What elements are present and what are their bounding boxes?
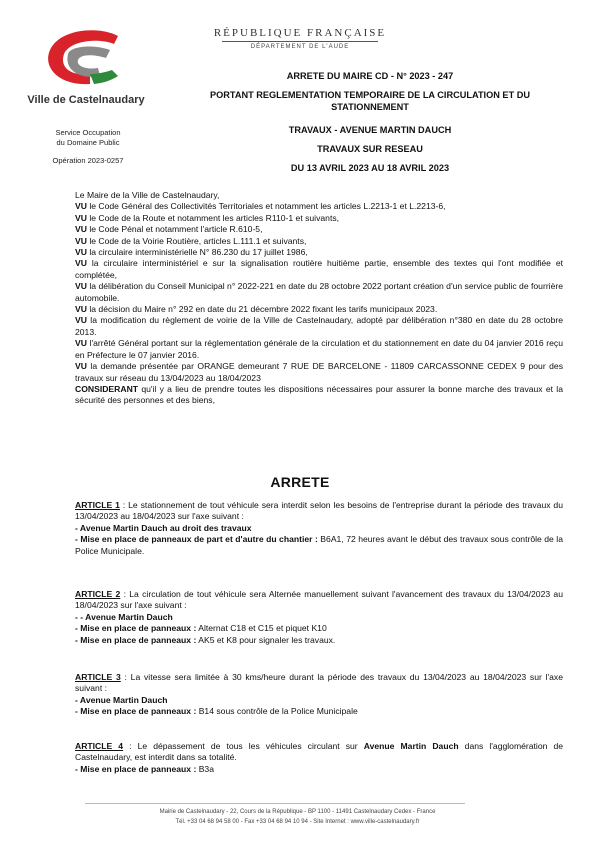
vu-item: VU la décision du Maire n° 292 en date du 21 décembre 2022 fixant les tarifs municipaux 2023. <box>75 304 438 315</box>
works-period: DU 13 AVRIL 2023 AU 18 AVRIL 2023 <box>290 163 450 173</box>
vu-item: VU la circulaire interministériel e sur la signalisation routière huitième partie, ensemble des textes qui l'ont modifiée et complétée, <box>75 258 563 280</box>
department-heading: DÉPARTEMENT DE L'AUDE <box>250 44 350 50</box>
article-4-text-end: dans l'agglomération de Castelnaudary, est interdit dans sa totalité. <box>75 741 563 763</box>
vu-item: VU la modification du règlement de voirie de la Ville de Castelnaudary, adopté par délibération n°380 en date du 28 octobre 2013. <box>75 315 563 337</box>
republic-heading: RÉPUBLIQUE FRANÇAISE <box>213 27 387 39</box>
vu-item: VU le Code de la Voirie Routière, articles L.111.1 et suivants, <box>75 235 307 246</box>
article-1-street: - Avenue Martin Dauch au droit des travaux <box>75 522 252 533</box>
article-2-signs: Alternat C18 et C15 et piquet K10 <box>196 623 327 634</box>
vu-item: VU la délibération du Conseil Municipal n° 2022-221 en date du 28 octobre 2022 portant création d'un service public de fourrière automobile. <box>75 281 564 303</box>
article-3-street: - Avenue Martin Dauch <box>75 694 168 705</box>
article-2-label: ARTICLE 2 <box>75 589 121 599</box>
city-name: Ville de Castelnaudary <box>27 94 145 106</box>
article-3-text: : La vitesse sera limitée à 30 kms/heure durant la période des travaux du 13/04/2023 au 18/04/2023 sur l'axe suivant : <box>75 672 564 694</box>
decree-subject: PORTANT REGLEMENTATION TEMPORAIRE DE LA CIRCULATION ET DU STATIONNEMENT <box>209 90 530 112</box>
decree-number: ARRETE DU MAIRE CD - N° 2023 - 247 <box>286 71 454 81</box>
article-4-signs: B3a <box>196 763 214 774</box>
article-1-label: ARTICLE 1 <box>75 500 120 510</box>
preamble <box>75 190 563 407</box>
article-1-text: : Le stationnement de tout véhicule sera interdit selon les besoins de l'entreprise durant la période des travaux du 13/04/2023 au 18/04/2023 sur l'axe suivant : <box>75 500 563 522</box>
article-2-signs-label: - Mise en place de panneaux : <box>75 623 197 634</box>
service-line-1: Service Occupation <box>55 128 121 137</box>
article-2 <box>75 589 563 646</box>
mayor-intro: Le Maire de la Ville de Castelnaudary, <box>75 190 220 200</box>
article-2-signs-label-2: - Mise en place de panneaux : <box>75 634 197 645</box>
vu-item: VU la circulaire interministérielle N° 86.230 du 17 juillet 1986, <box>75 247 308 258</box>
vu-item: VU l'arrêté Général portant sur la réglementation générale de la circulation et du stationnement en date du 04 janvier 2016 reçu en Préfecture le 07 janvier 2016. <box>75 338 563 360</box>
article-4 <box>75 741 563 775</box>
service-line-2: du Domaine Public <box>56 138 120 147</box>
article-1-signs-label: - Mise en place de panneaux de part et d'autre du chantier : <box>75 534 318 545</box>
article-4-label: ARTICLE 4 <box>75 741 124 751</box>
service-label <box>28 128 148 148</box>
article-3 <box>75 672 563 718</box>
castelnaudary-logo <box>40 28 140 94</box>
article-4-signs-label: - Mise en place de panneaux : <box>75 763 197 774</box>
vu-item: VU la demande présentée par ORANGE demeurant 7 RUE DE BARCELONE - 11809 CARCASSONNE CEDEX 9 pour des travaux sur réseau du 13/04/2023 au 18/04/2023 <box>75 361 564 383</box>
footer-contact: Tél. +33 04 68 94 58 00 - Fax +33 04 68 94 10 94 - Site Internet : www.ville-castelnaudary.fr <box>175 819 420 825</box>
footer-divider <box>85 803 465 804</box>
article-3-label: ARTICLE 3 <box>75 672 121 682</box>
article-4-street: Avenue Martin Dauch <box>363 741 459 751</box>
header-divider <box>222 41 378 42</box>
article-3-signs: B14 sous contrôle de la Police Municipale <box>196 706 358 717</box>
considerant: CONSIDERANT qu'il y a lieu de prendre toutes les dispositions nécessaires pour assurer la bonne marche des travaux et la sécurité des personnes et des biens, <box>75 383 563 406</box>
article-2-text: : La circulation de tout véhicule sera Alternée manuellement suivant l'avancement des travaux du 13/04/2023 au 18/04/2023 sur l'axe suivant : <box>75 589 563 611</box>
works-location: TRAVAUX - AVENUE MARTIN DAUCH <box>288 125 452 135</box>
footer-address: Mairie de Castelnaudary - 22, Cours de la République - BP 1100 - 11491 Castelnaudary Cedex - France <box>159 809 436 815</box>
article-3-signs-label: - Mise en place de panneaux : <box>75 706 197 717</box>
operation-number: Opération 2023-0257 <box>52 156 124 165</box>
article-1-signs: B6A1, 72 heures avant le début des travaux sous contrôle de la Police Municipale. <box>75 534 563 556</box>
vu-item: VU le Code Général des Collectivités Territoriales et notamment les articles L.2213-1 et L.2213-6, <box>75 201 446 212</box>
article-2-street: - - Avenue Martin Dauch <box>75 611 173 622</box>
article-1 <box>75 500 563 557</box>
arrete-heading: ARRETE <box>270 474 330 490</box>
works-type: TRAVAUX SUR RESEAU <box>317 144 423 154</box>
vu-item: VU le Code Pénal et notamment l'article R.610-5, <box>75 224 263 235</box>
vu-item: VU le Code de la Route et notamment les articles R110-1 et suivants, <box>75 212 340 223</box>
article-4-text: : Le dépassement de tous les véhicules circulant sur <box>123 741 364 751</box>
article-2-signs-2: AK5 et K8 pour signaler les travaux. <box>196 634 336 645</box>
